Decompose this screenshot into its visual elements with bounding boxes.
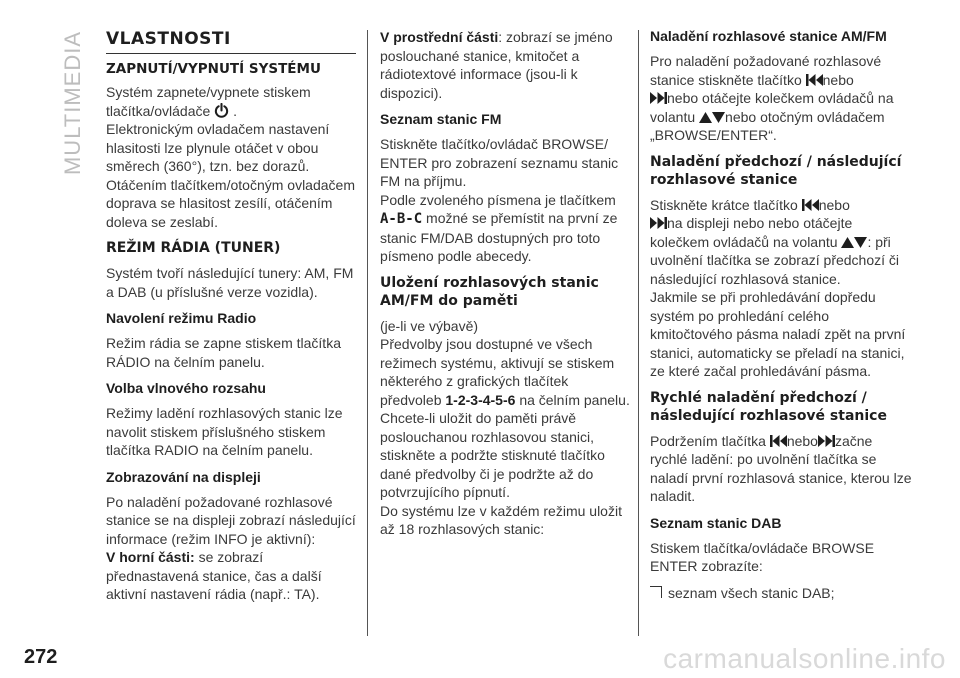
next-track-icon <box>650 91 667 105</box>
heading-zobrazovani: Zobrazování na displeji <box>106 468 261 485</box>
side-tab-label: MULTIMEDIA <box>60 30 86 176</box>
bullet-box-icon <box>650 586 662 598</box>
triangle-down-icon <box>712 111 725 124</box>
paragraph: Stiskem tlačítka/ovládače BROWSE ENTER zobrazíte: <box>650 539 875 574</box>
list-item: seznam všech stanic DAB; <box>650 584 912 603</box>
power-icon <box>214 103 229 118</box>
paragraph: Systém tvoří následující tunery: AM, FM a DAB (u příslušné verze vozidla). <box>106 265 354 300</box>
paragraph: V prostřední části: zobrazí se jméno poslouchané stanice, kmitočet a rádiotextové informace (jsou-li k dispozici). <box>380 29 613 101</box>
column-divider-2 <box>638 30 639 636</box>
heading-dab: Seznam stanic DAB <box>650 514 782 531</box>
previous-track-icon <box>806 73 823 87</box>
column-2 <box>380 28 630 539</box>
next-track-icon <box>650 216 667 230</box>
heading-naladeni: Naladění rozhlasové stanice AM/FM <box>650 28 887 44</box>
paragraph: Předvolby jsou dostupné ve všech režimech systému, aktivují se stiskem některého z grafických tlačítek předvoleb 1-2-3-4-5-6 na čelním panelu. <box>380 336 630 408</box>
heading-predchozi: Naladění předchozí / následující rozhlasové stanice <box>650 153 902 188</box>
column-1 <box>106 28 356 604</box>
paragraph: Jakmile se při prohledávání dopředu systém po prohledání celého kmitočtového pásma naladí zpět na první stanici, automaticky se přeladí na stanici, ze které začal prohledávání pásma. <box>650 289 906 379</box>
previous-track-icon <box>802 198 819 212</box>
paragraph: Systém zapnete/vypnete stiskem tlačítka/ovládače . <box>106 84 311 119</box>
heading-fm-list: Seznam stanic FM <box>380 111 502 127</box>
paragraph: Režim rádia se zapne stiskem tlačítka RÁDIO na čelním panelu. <box>106 335 341 370</box>
heading-rychle: Rychlé naladění předchozí / následující rozhlasové stanice <box>650 389 887 424</box>
heading-navoleni: Navolení režimu Radio <box>106 310 257 326</box>
triangle-up-icon <box>841 236 854 249</box>
paragraph: Chcete-li uložit do paměti právě poslouchanou rozhlasovou stanici, stiskněte a podržte stisknuté tlačítko dané předvolby či je podržte až do potvrzujícího pípnutí. <box>380 410 605 500</box>
watermark: carmanualsonline.info <box>663 643 946 674</box>
paragraph: Režimy ladění rozhlasových stanic lze navolit stiskem příslušného stiskem tlačítka RADIO na čelním panelu. <box>106 405 343 458</box>
subsection-title-power: ZAPNUTÍ/VYPNUTÍ SYSTÉMU <box>106 61 321 77</box>
page-number: 272 <box>24 646 58 668</box>
paragraph: Elektronickým ovladačem nastavení hlasitosti lze plynule otáčet v obou směrech (360°), tzn. bez dorazů. Otáčením tlačítkem/otočným ovladačem doprava se hlasitost zesílí, otáčením doleva se zeslabí. <box>106 121 355 230</box>
heading-ulozeni: Uložení rozhlasových stanic AM/FM do paměti <box>380 274 599 309</box>
paragraph: V horní části: se zobrazí přednastavená stanice, čas a další aktivní nastavení rádia (např.: TA). <box>106 549 322 602</box>
paragraph: Podržením tlačítka nebo začne rychlé ladění: po uvolnění tlačítka se naladí první rozhlasová stanice, kterou lze naladit. <box>650 432 912 504</box>
side-tab <box>56 28 90 178</box>
paragraph: (je-li ve výbavě) <box>380 317 479 334</box>
triangle-up-icon <box>699 111 712 124</box>
paragraph: Do systému lze v každém režimu uložit až 18 rozhlasových stanic: <box>380 502 622 537</box>
heading-volba: Volba vlnového rozsahu <box>106 380 266 396</box>
paragraph: Po naladění požadované rozhlasové stanice se na displeji zobrazí následující informace (režim INFO je aktivní): <box>106 493 356 547</box>
column-divider-1 <box>367 30 368 636</box>
next-track-icon <box>818 434 835 448</box>
subsection-title-radio: REŽIM RÁDIA (TUNER) <box>106 240 281 256</box>
column-3 <box>650 28 912 602</box>
paragraph: Podle zvoleného písmena je tlačítkem A-B-C možné se přemístit na první ze stanic FM/DAB dostupných pro toto písmeno podle abecedy. <box>380 191 618 264</box>
paragraph: Stiskněte tlačítko/ovládač BROWSE/ ENTER pro zobrazení seznamu stanic FM na příjmu. <box>380 136 619 189</box>
section-title: VLASTNOSTI <box>106 28 356 54</box>
paragraph: Stiskněte krátce tlačítko nebo na displeji nebo nebo otáčejte kolečkem ovládačů na volantu : při uvolnění tlačítka se zobrazí předchozí či následující rozhlasová stanice. <box>650 196 900 287</box>
previous-track-icon <box>770 434 787 448</box>
triangle-down-icon <box>854 236 867 249</box>
paragraph: Pro naladění požadované rozhlasové stanice stiskněte tlačítko nebo nebo otáčejte kolečkem ovládačů na volantu nebo otočným ovládačem „BROWSE/ENTER“. <box>650 53 894 143</box>
